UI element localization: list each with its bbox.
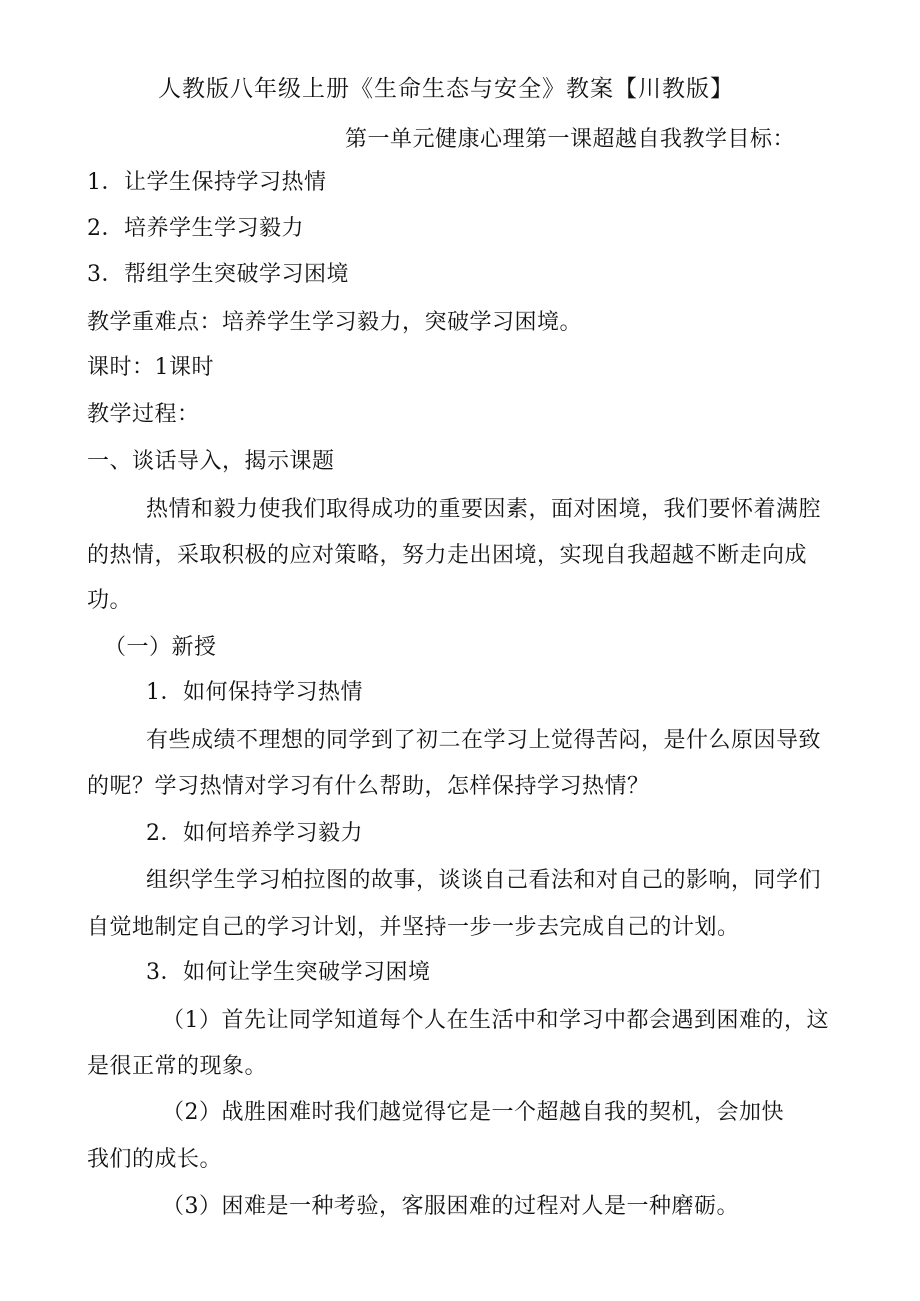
document-title: 人教版八年级上册《生命生态与安全》教案【川教版】 [158,76,734,102]
subsection-heading: （一）新授 [104,635,217,660]
paragraph-line: 有些成绩不理想的同学到了初二在学习上觉得苦闷，是什么原因导致 [146,728,822,753]
paragraph-line: 组织学生学习柏拉图的故事，谈谈自己看法和对自己的影响，同学们 [146,868,822,893]
item-heading: 1．如何保持学习热情 [146,680,363,705]
point-line: 是很正常的现象。 [87,1054,268,1079]
paragraph-line: 的呢？学习热情对学习有什么帮助，怎样保持学习热情？ [87,774,650,799]
unit-lesson-heading: 第一单元健康心理第一课超越自我教学目标： [345,127,796,152]
paragraph-line: 的热情，采取积极的应对策略，努力走出困境，实现自我超越不断走向成 [87,543,808,568]
item-heading: 2．如何培养学习毅力 [146,821,363,846]
objective-item: 2．培养学生学习毅力 [87,216,304,241]
process-label: 教学过程： [87,402,200,427]
class-hours: 课时：1课时 [87,355,214,380]
paragraph-line: 自觉地制定自己的学习计划，并坚持一步一步去完成自己的计划。 [87,915,740,940]
paragraph-line: 功。 [87,588,133,613]
section-heading: 一、谈话导入，揭示课题 [87,449,335,474]
item-heading: 3．如何让学生突破学习困境 [146,960,431,985]
point-line: （3）困难是一种考验，客服困难的过程对人是一种磨砺。 [162,1194,739,1219]
paragraph-line: 热情和毅力使我们取得成功的重要因素，面对困境，我们要怀着满腔 [146,497,822,522]
point-line: （1）首先让同学知道每个人在生活中和学习中都会遇到困难的，这 [162,1008,829,1033]
objective-item: 1．让学生保持学习热情 [87,170,327,195]
point-line: 我们的成长。 [87,1147,223,1172]
key-points: 教学重难点：培养学生学习毅力，突破学习困境。 [87,310,583,335]
objective-item: 3．帮组学生突破学习困境 [87,262,349,287]
point-line: （2）战胜困难时我们越觉得它是一个超越自我的契机，会加快 [162,1100,784,1125]
